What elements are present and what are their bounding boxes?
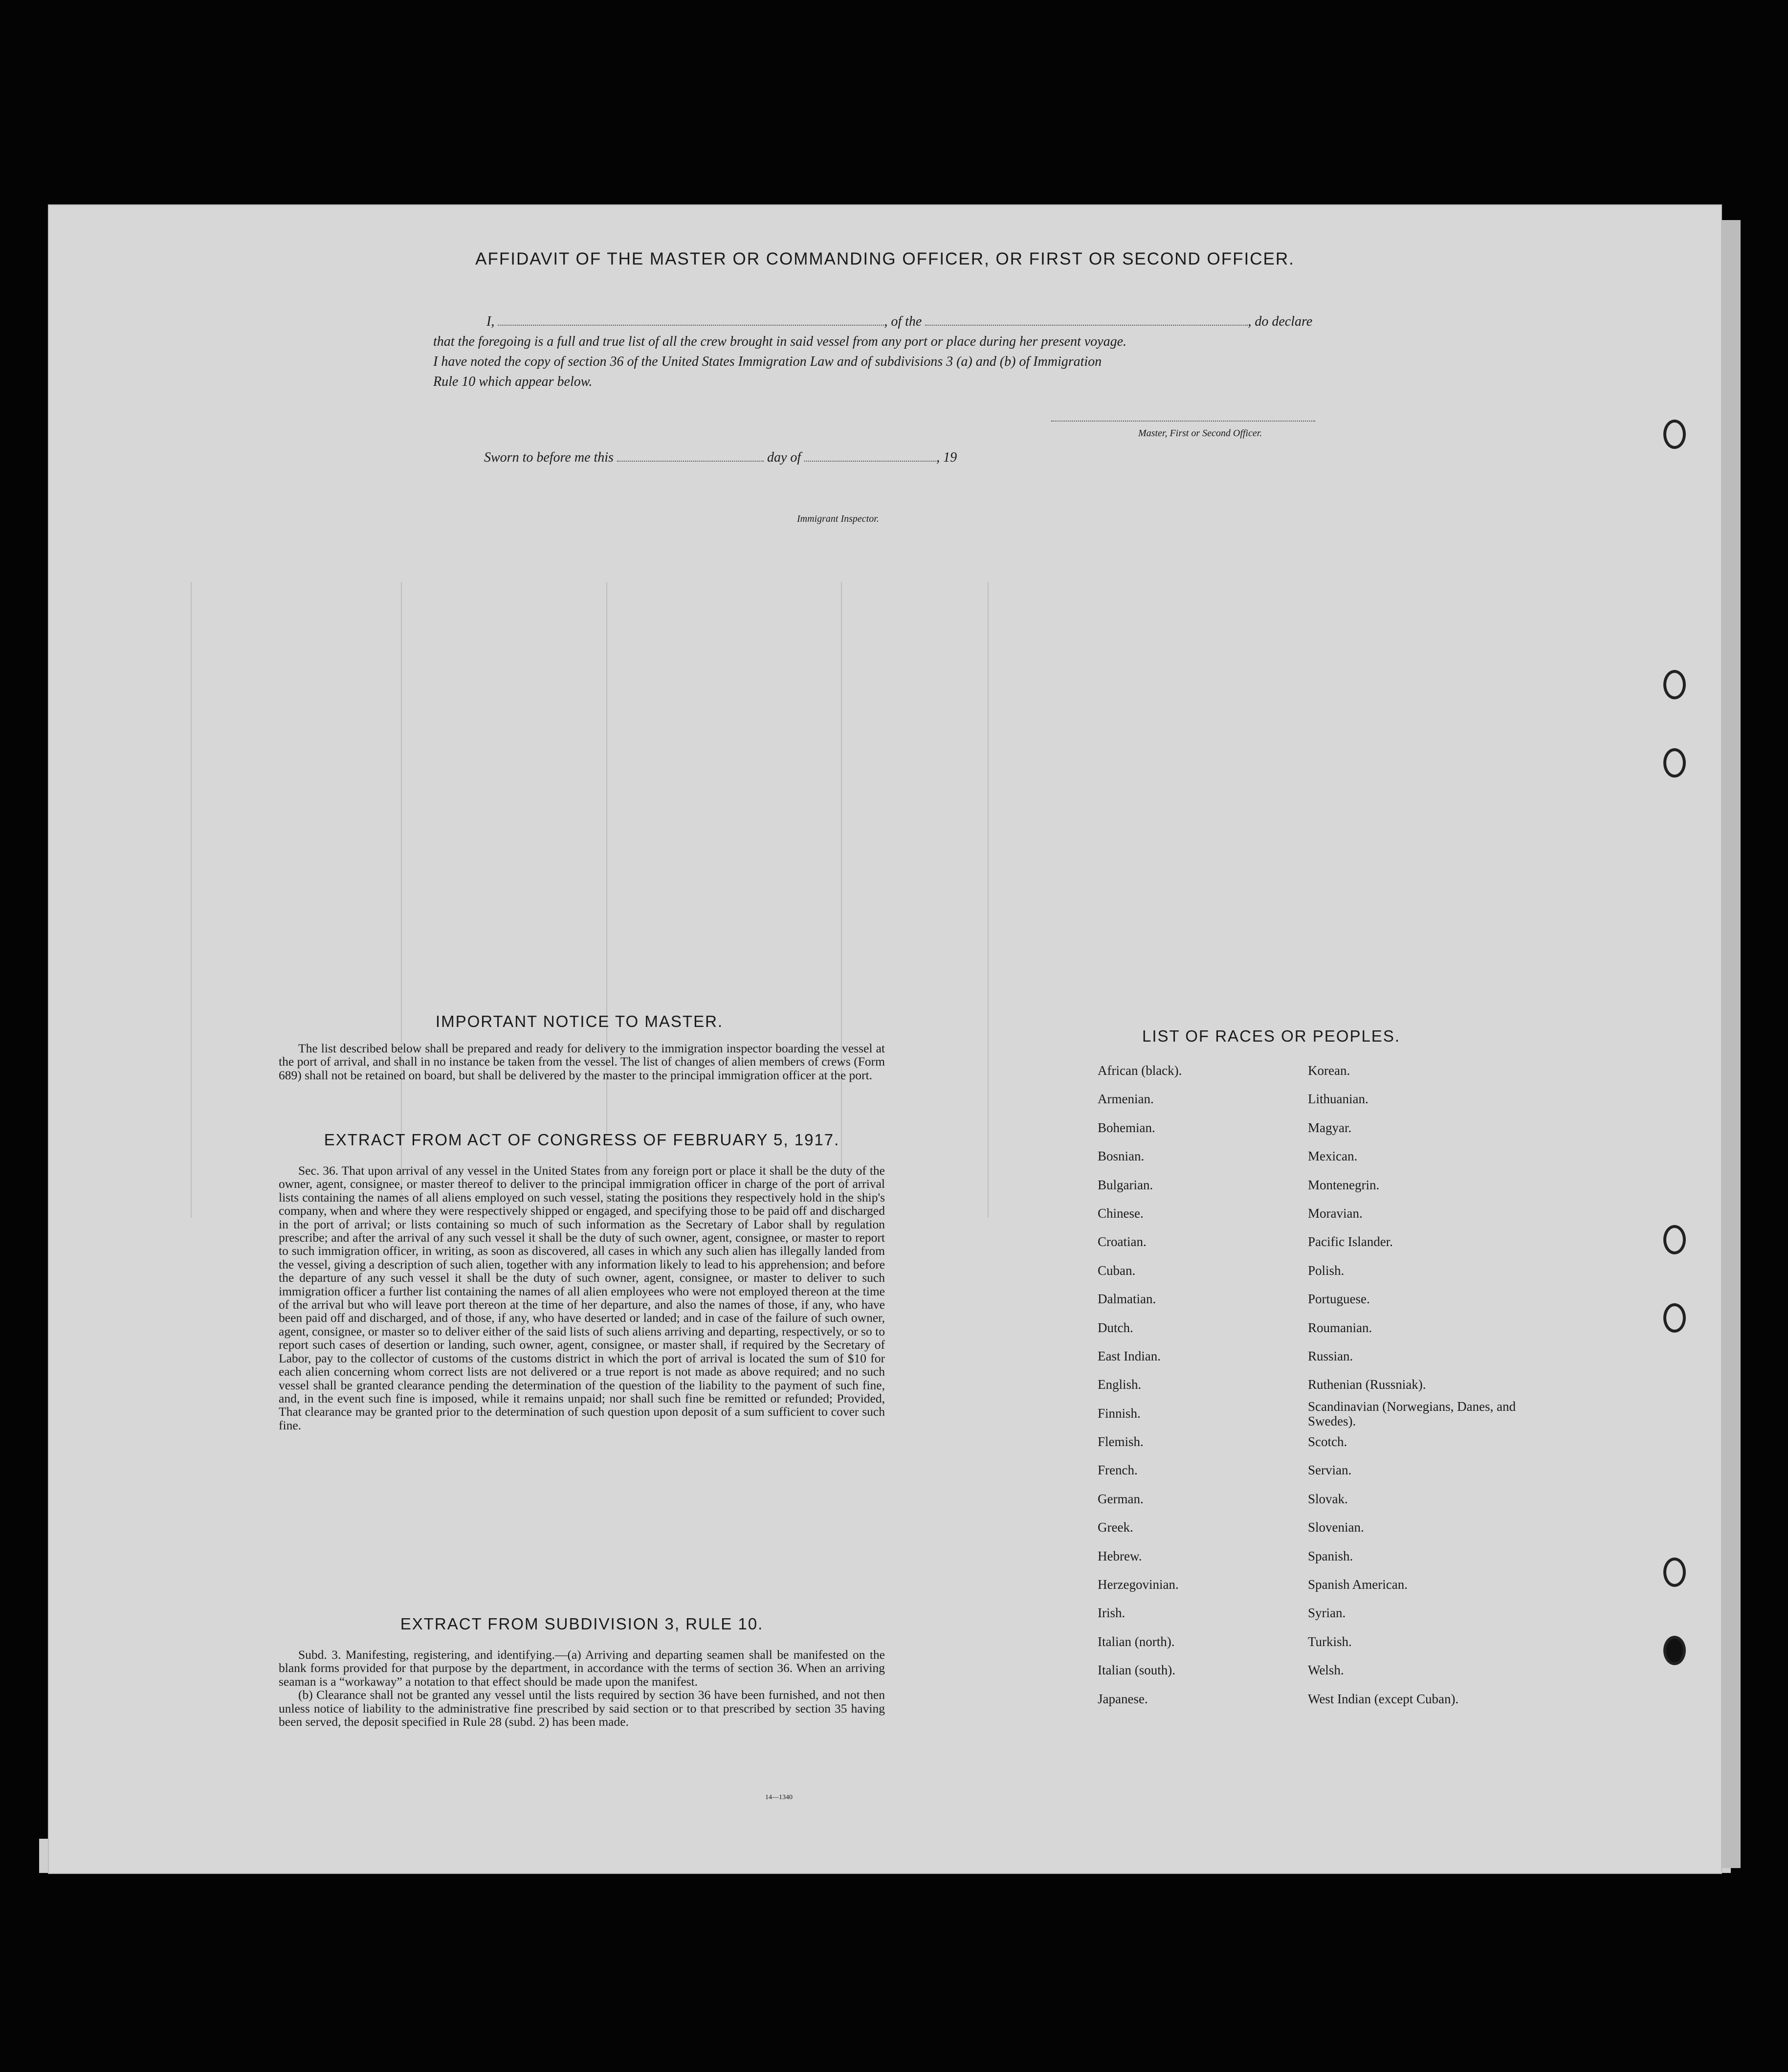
- inspector-signature-caption: Immigrant Inspector.: [797, 513, 879, 524]
- race-item: Syrian.: [1308, 1605, 1346, 1621]
- race-item: African (black).: [1098, 1063, 1182, 1078]
- notice-paragraph: The list described below shall be prepared and ready for delivery to the immigration inspector boarding the vessel at the port of arrival, and shall in no instance be taken from the vessel. The list of changes of alien members of crews (Form 689) shall not be retained on board, but shall be delivered by the master to the principal immigration officer at the port.: [279, 1041, 885, 1082]
- race-item: Japanese.: [1098, 1691, 1148, 1706]
- race-item: Welsh.: [1308, 1663, 1344, 1678]
- race-item: Armenian.: [1098, 1092, 1154, 1107]
- race-item: Scandinavian (Norwegians, Danes, and Swedes).: [1308, 1399, 1516, 1428]
- race-item: German.: [1098, 1491, 1144, 1506]
- race-item: Dalmatian.: [1098, 1292, 1156, 1307]
- manifest-page: [49, 205, 1721, 1873]
- race-item: West Indian (except Cuban).: [1308, 1691, 1459, 1706]
- rule-subd-b-paragraph: (b) Clearance shall not be granted any vessel until the lists required by section 36 have been furnished, and not then unless notice of liability to the administrative fine prescribed by said section or to that prescribed by section 35 having been served, the deposit specified in Rule 28 (subd. 2) has been made.: [279, 1688, 885, 1729]
- race-item: Spanish American.: [1308, 1577, 1408, 1592]
- act-section-36-paragraph: Sec. 36. That upon arrival of any vessel in the United States from any foreign port or place it shall be the duty of the owner, agent, consignee, or master thereof to deliver to the principal immigration officer in charge of the port of arrival lists containing the names of all aliens employed on such vessel, stating the positions they respectively hold in the ship's company, when and where they were respectively shipped or engaged, and specifying those to be paid off and discharged in the port of arrival; or lists containing so much of such information as the Secretary of Labor shall by regulation prescribe; and after the arrival of any such vessel it shall be the duty of such owner, agent, consignee, or master to report to such immigration officer, in writing, as soon as discovered, all cases in which any such alien has illegally landed from the vessel, giving a description of such alien, together with any information likely to lead to his apprehension; and before the departure of any such vessel it shall be the duty of such owner, agent, consignee, or master to deliver to such immigration officer a further list containing the names of all alien employees who were not employed thereon at the time of the arrival but who will leave port thereon at the time of her departure, and also the names of those, if any, who have been paid off and discharged, and of those, if any, who have deserted or landed; and in case of the failure of such owner, agent, consignee, or master so to deliver either of the said lists of such aliens arriving and departing, respectively, or so to report such cases of desertion or landing, such owner, agent, consignee, or master shall, if required by the Secretary of Labor, pay to the collector of customs of the customs district in which the port of arrival is located the sum of $10 for each alien concerning whom correct lists are not delivered or a true report is not made as above required; and no such vessel shall be granted clearance pending the determination of the question of the liability to the payment of such fine, and, in the event such fine is imposed, while it remains unpaid; nor shall such fine be remitted or refunded; Provided, That clearance may be granted prior to the determination of such question upon deposit of a sum sufficient to cover such fine.: [279, 1163, 885, 1432]
- race-item: Portuguese.: [1308, 1292, 1370, 1307]
- race-item: French.: [1098, 1463, 1138, 1478]
- affidavit-of-the-label: , of the: [884, 314, 922, 329]
- race-item: Hebrew.: [1098, 1548, 1142, 1563]
- sworn-day-field[interactable]: [617, 461, 764, 462]
- rule-extract-heading: EXTRACT FROM SUBDIVISION 3, RULE 10.: [400, 1615, 764, 1633]
- race-item: Finnish.: [1098, 1405, 1141, 1421]
- affidavit-i-label: I,: [486, 314, 495, 329]
- race-item: Spanish.: [1308, 1548, 1353, 1563]
- form-code: 14—1340: [765, 1794, 793, 1801]
- race-item: Chinese.: [1098, 1205, 1144, 1221]
- race-item: Cuban.: [1098, 1263, 1136, 1278]
- race-item: English.: [1098, 1377, 1142, 1392]
- race-item: East Indian.: [1098, 1348, 1161, 1363]
- sheet-right-edge: [1721, 220, 1741, 1868]
- binder-hole: [1663, 670, 1686, 699]
- race-item: Mexican.: [1308, 1149, 1358, 1164]
- sworn-year-label: , 19: [936, 450, 957, 465]
- bleed-line: [606, 582, 607, 1218]
- race-item: Flemish.: [1098, 1434, 1144, 1449]
- race-item: Magyar.: [1308, 1120, 1352, 1135]
- race-item: Croatian.: [1098, 1234, 1147, 1249]
- race-item: Moravian.: [1308, 1205, 1363, 1221]
- races-right-column: [1308, 1056, 1518, 1713]
- races-heading: LIST OF RACES OR PEOPLES.: [1142, 1027, 1401, 1045]
- race-item: Italian (south).: [1098, 1663, 1175, 1678]
- race-item: Korean.: [1308, 1063, 1350, 1078]
- bleed-line: [988, 582, 989, 1218]
- affidavit-title: AFFIDAVIT OF THE MASTER OR COMMANDING OFFICER, OR FIRST OR SECOND OFFICER.: [475, 249, 1295, 268]
- affidavit-text-line-2: that the foregoing is a full and true list of all the crew brought in said vessel from any port or place during her present voyage.: [433, 334, 1127, 349]
- vessel-name-field[interactable]: [925, 325, 1248, 326]
- affidavit-text-line-4: Rule 10 which appear below.: [433, 374, 593, 389]
- race-item: Herzegovinian.: [1098, 1577, 1179, 1592]
- notice-body: [279, 1042, 885, 1082]
- master-signature-caption: Master, First or Second Officer.: [1138, 428, 1262, 439]
- sworn-line: [484, 450, 957, 466]
- bleed-line: [841, 582, 842, 1218]
- act-extract-heading: EXTRACT FROM ACT OF CONGRESS OF FEBRUARY 5, 1917.: [324, 1131, 840, 1149]
- rule-extract-body: [279, 1648, 885, 1728]
- race-item: Ruthenian (Russniak).: [1308, 1377, 1426, 1392]
- binder-hole: [1663, 1303, 1686, 1333]
- binder-hole: [1663, 1636, 1686, 1665]
- act-extract-body: [279, 1164, 885, 1432]
- sworn-month-field[interactable]: [804, 461, 936, 462]
- bleed-line: [191, 582, 192, 1218]
- race-item: Bosnian.: [1098, 1149, 1145, 1164]
- race-item: Greek.: [1098, 1520, 1133, 1535]
- race-item: Polish.: [1308, 1263, 1345, 1278]
- race-item: Russian.: [1308, 1348, 1353, 1363]
- master-signature-field[interactable]: [1051, 421, 1315, 422]
- race-item: Bulgarian.: [1098, 1177, 1153, 1192]
- sworn-day-of-label: day of: [767, 450, 801, 465]
- race-item: Bohemian.: [1098, 1120, 1155, 1135]
- race-item: Italian (north).: [1098, 1634, 1175, 1649]
- race-item: Montenegrin.: [1308, 1177, 1380, 1192]
- master-name-field[interactable]: [498, 325, 884, 326]
- race-item: Lithuanian.: [1308, 1092, 1369, 1107]
- race-item: Slovak.: [1308, 1491, 1348, 1506]
- race-item: Roumanian.: [1308, 1320, 1372, 1335]
- race-item: Dutch.: [1098, 1320, 1133, 1335]
- race-item: Servian.: [1308, 1463, 1352, 1478]
- binder-hole: [1663, 748, 1686, 778]
- binder-hole: [1663, 1225, 1686, 1254]
- race-item: Turkish.: [1308, 1634, 1352, 1649]
- notice-heading: IMPORTANT NOTICE TO MASTER.: [435, 1012, 724, 1030]
- affidavit-text-line-3: I have noted the copy of section 36 of the United States Immigration Law and of subdivisions 3 (a) and (b) of Immigration: [433, 354, 1102, 369]
- binder-hole: [1663, 1558, 1686, 1587]
- race-item: Scotch.: [1308, 1434, 1347, 1449]
- race-item: Slovenian.: [1308, 1520, 1364, 1535]
- affidavit-declaration-line: [486, 314, 1312, 330]
- binder-hole: [1663, 420, 1686, 449]
- race-item: Irish.: [1098, 1605, 1126, 1621]
- rule-subd-a-paragraph: Subd. 3. Manifesting, registering, and identifying.—(a) Arriving and departing seamen shall be manifested on the blank forms provided for that purpose by the department, in accordance with the terms of section 36. When an arriving seaman is a “workaway” a notation to that effect should be made upon the manifest.: [279, 1648, 885, 1689]
- affidavit-declare-label: , do declare: [1248, 314, 1313, 329]
- race-item: Pacific Islander.: [1308, 1234, 1393, 1249]
- races-left-column: [1098, 1056, 1182, 1713]
- sworn-label: Sworn to before me this: [484, 450, 614, 465]
- bleed-line: [401, 582, 402, 1218]
